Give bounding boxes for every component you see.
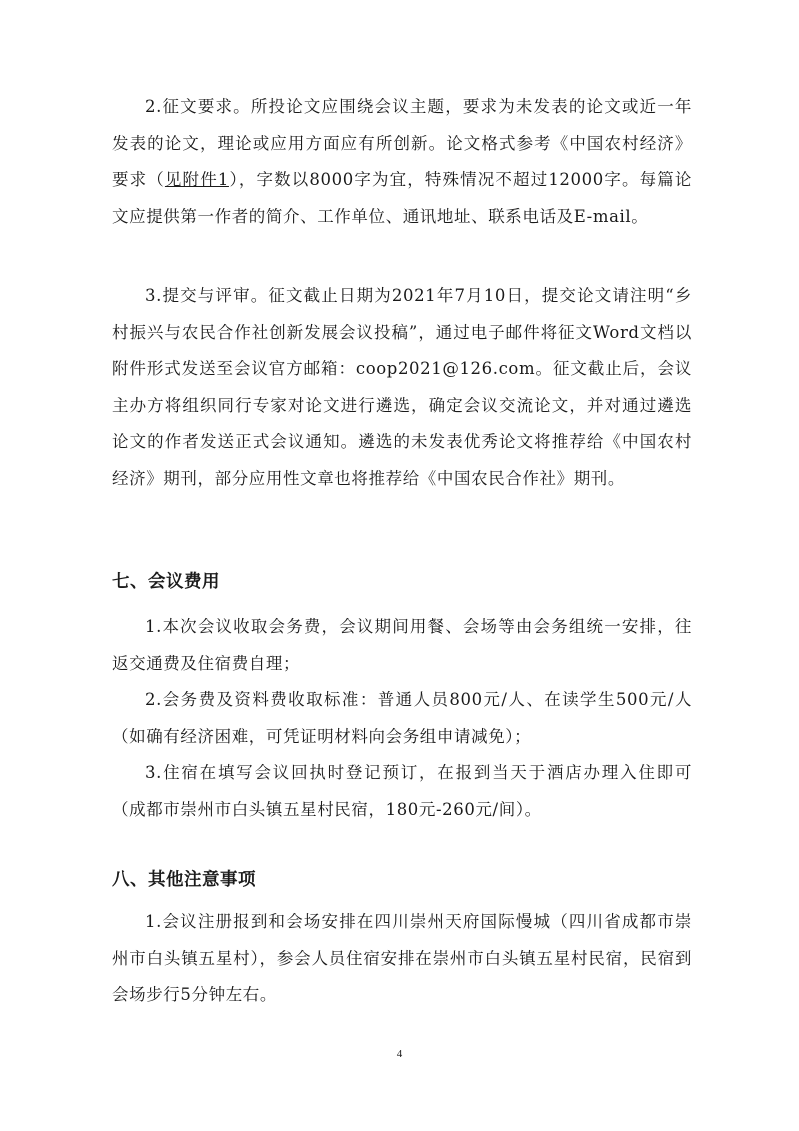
paragraph-text: ），字数以8000字为宜，特殊情况不超过12000字。每篇论文应提供第一作者的简介、工作单位、通讯地址、联系电话及E-mail。: [112, 170, 692, 226]
paragraph-fees-3: 3.住宿在填写会议回执时登记预订，在报到当天于酒店办理入住即可（成都市崇州市白头镇五星村民宿，180元-260元/间）。: [112, 763, 692, 819]
section-heading-notes: 八、其他注意事项: [112, 870, 256, 890]
paragraph-submission-requirements: [112, 89, 692, 235]
page-number: 4: [396, 1048, 403, 1060]
paragraph-fees-2: 2.会务费及资料费收取标准：普通人员800元/人、在读学生500元/人（如确有经济困难，可凭证明材料向会务组申请减免）；: [112, 690, 692, 746]
attachment-reference: 见附件1: [164, 170, 229, 189]
paragraph-text: 2.征文要求。所投论文应围绕会议主题，要求为未发表的论文或近一年发表的论文，理论或应用方面应有所创新。论文格式参考《中国农村经济》要求（: [112, 97, 692, 189]
paragraph-notes-1: 1.会议注册报到和会场安排在四川崇州天府国际慢城（四川省成都市崇州市白头镇五星村），参会人员住宿安排在崇州市白头镇五星村民宿，民宿到会场步行5分钟左右。: [112, 912, 692, 1004]
paragraph-fees-1: 1.本次会议收取会务费，会议期间用餐、会场等由会务组统一安排，往返交通费及住宿费自理；: [112, 617, 692, 673]
section-heading-fees: 七、会议费用: [112, 572, 220, 592]
paragraph-submission-review: 3.提交与评审。征文截止日期为2021年7月10日，提交论文请注明“乡村振兴与农民合作社创新发展会议投稿”，通过电子邮件将征文Word文档以附件形式发送至会议官方邮箱：coop2021@126.com。征文截止后，会议主办方将组织同行专家对论文进行遴选，确定会议交流论文，并对通过遴选论文的作者发送正式会议通知。遴选的未发表优秀论文将推荐给《中国农村经济》期刊，部分应用性文章也将推荐给《中国农民合作社》期刊。: [112, 286, 692, 488]
